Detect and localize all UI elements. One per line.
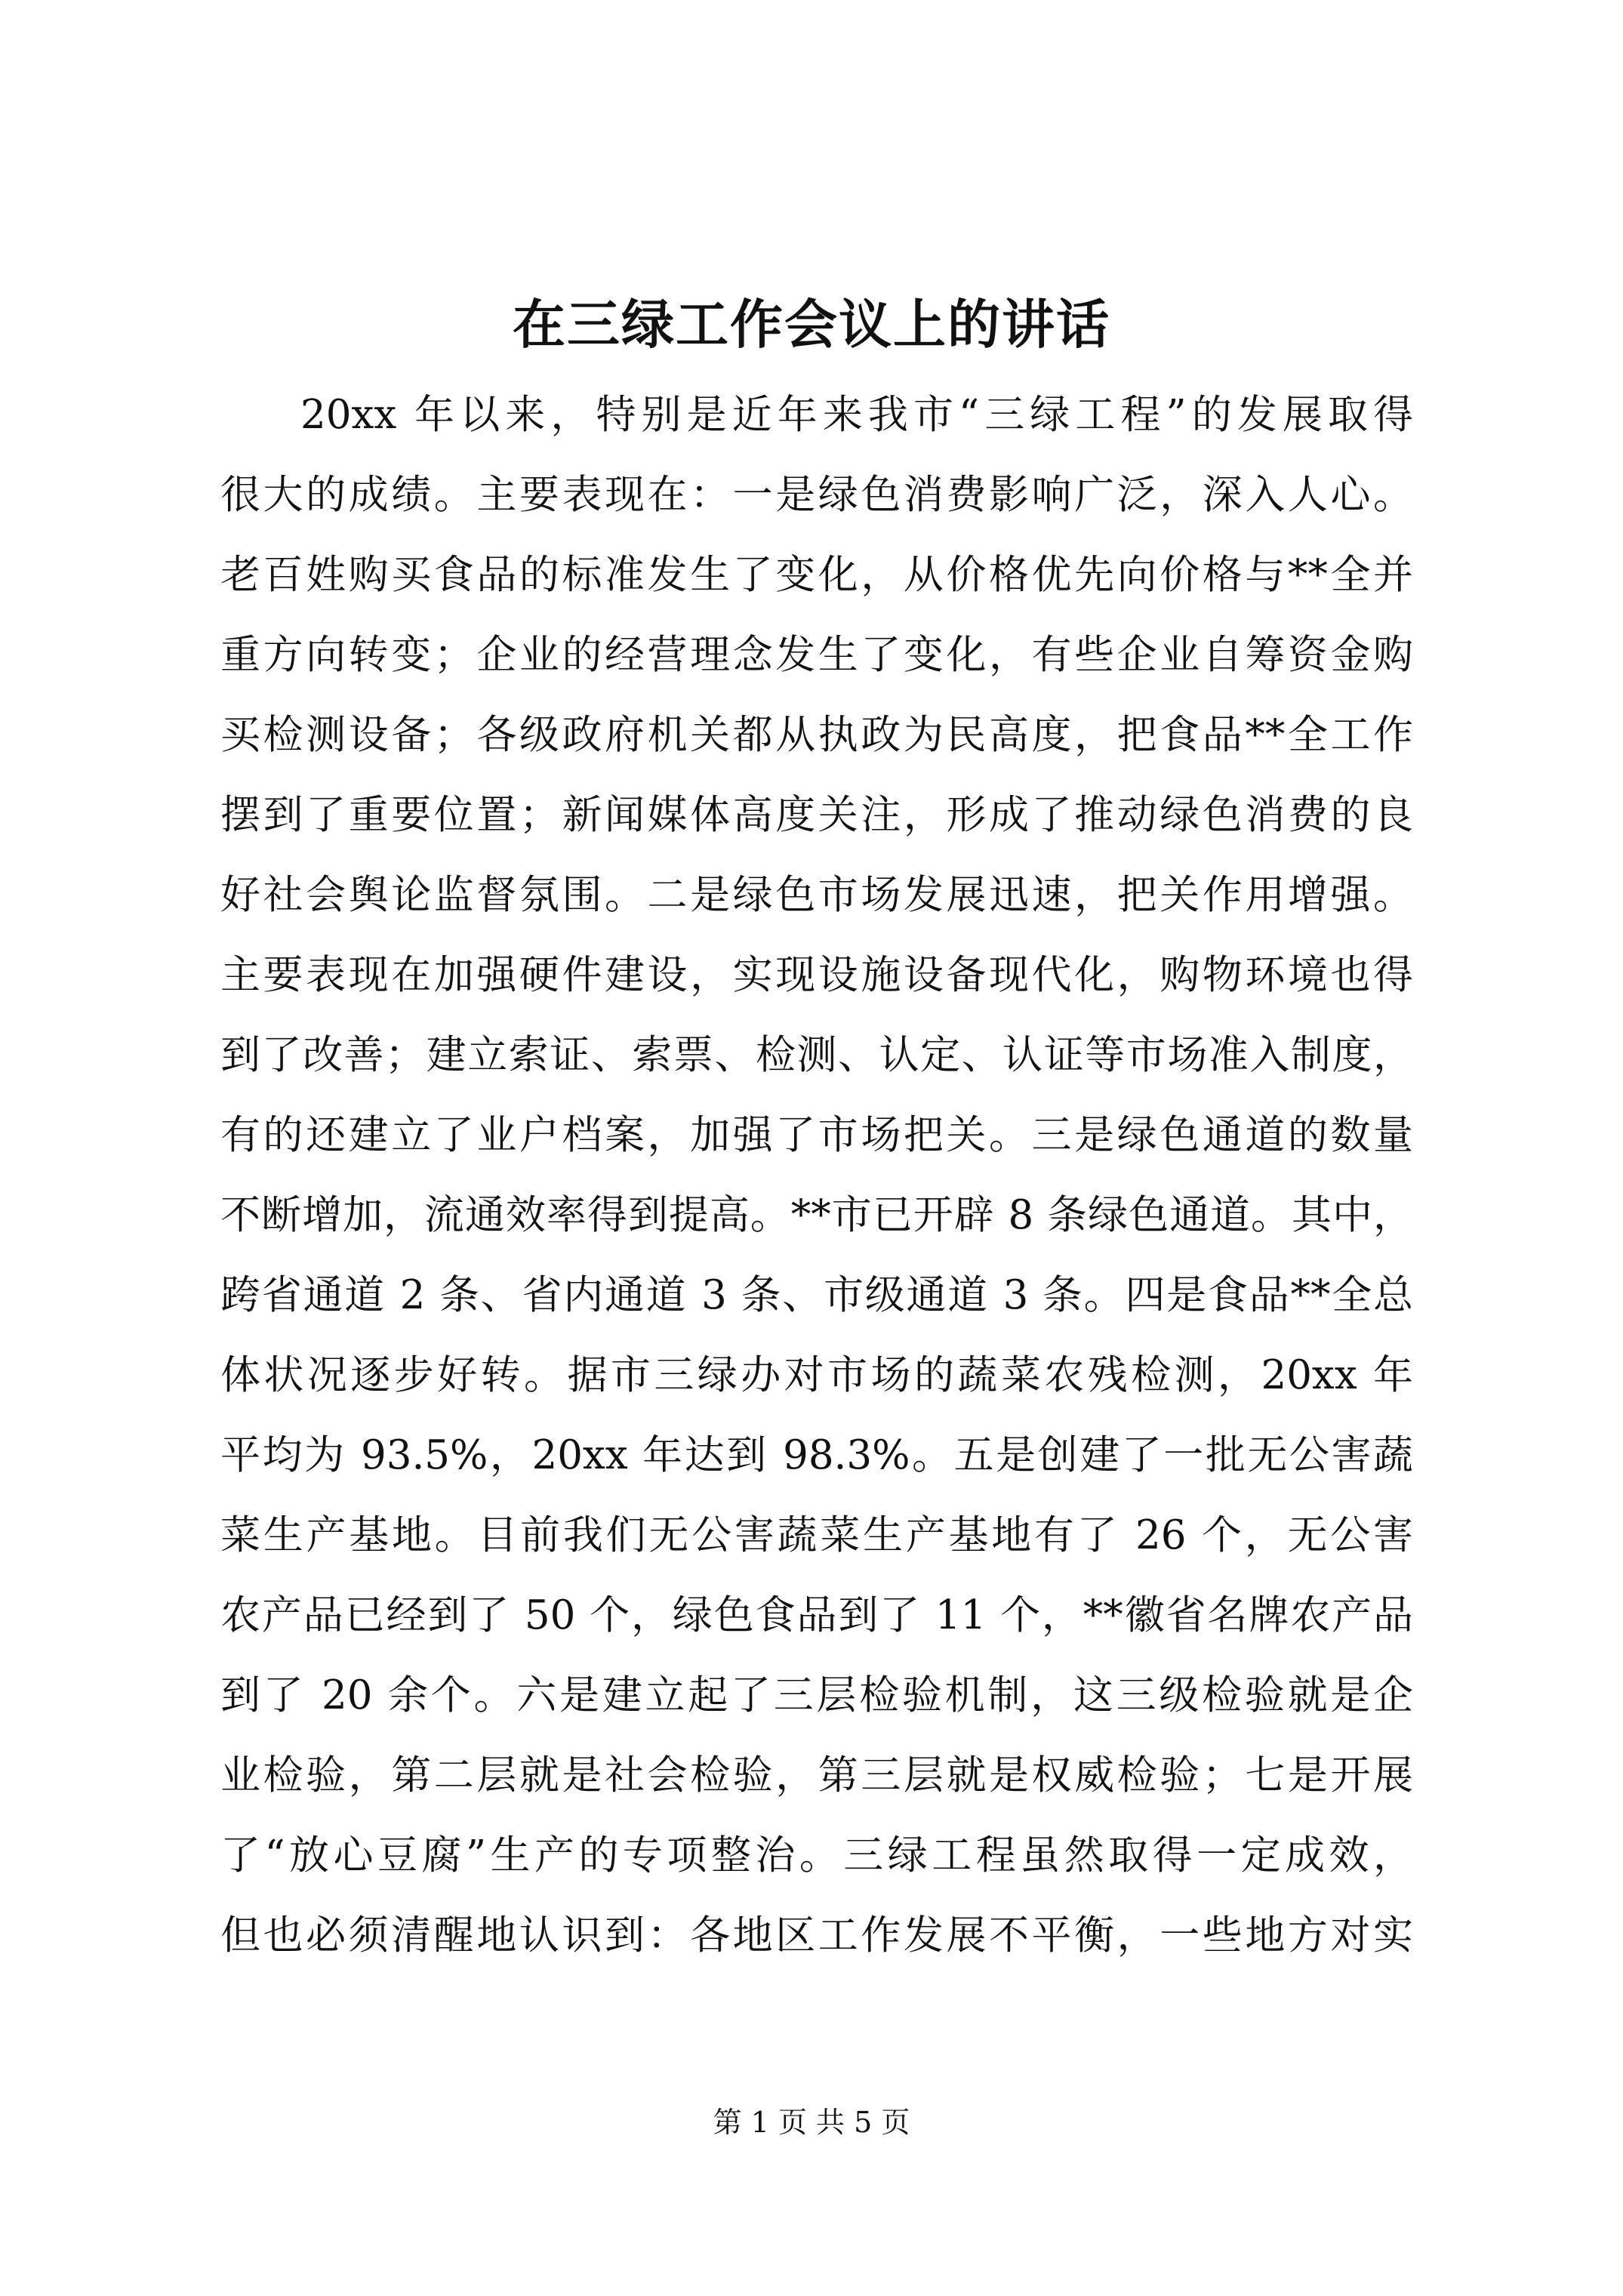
paragraph-line: 菜生产基地。目前我们无公害蔬菜生产基地有了 26 个，无公害 — [220, 1512, 1413, 1558]
paragraph-line: 买检测设备；各级政府机关都从执政为民高度，把食品**全工作 — [220, 712, 1413, 758]
paragraph-line: 不断增加，流通效率得到提高。**市已开辟 8 条绿色通道。其中， — [220, 1192, 1413, 1238]
paragraph-line: 很大的成绩。主要表现在：一是绿色消费影响广泛，深入人心。 — [220, 472, 1413, 518]
paragraph-line: 到了改善；建立索证、索票、检测、认定、认证等市场准入制度， — [220, 1032, 1413, 1078]
page-footer: 第 1 页 共 5 页 — [713, 2106, 910, 2139]
paragraph-line: 了“放心豆腐”生产的专项整治。三绿工程虽然取得一定成效， — [220, 1832, 1413, 1878]
paragraph-line: 体状况逐步好转。据市三绿办对市场的蔬菜农残检测，20xx 年 — [220, 1352, 1413, 1398]
document-title: 在三绿工作会议上的讲话 — [513, 293, 1110, 356]
paragraph-line: 摆到了重要位置；新闻媒体高度关注，形成了推动绿色消费的良 — [220, 792, 1413, 838]
paragraph-line: 好社会舆论监督氛围。二是绿色市场发展迅速，把关作用增强。 — [220, 872, 1413, 918]
paragraph-line: 重方向转变；企业的经营理念发生了变化，有些企业自筹资金购 — [220, 632, 1413, 678]
document-body — [220, 375, 1413, 1976]
paragraph-line: 老百姓购买食品的标准发生了变化，从价格优先向价格与**全并 — [220, 552, 1413, 598]
paragraph-line: 到了 20 余个。六是建立起了三层检验机制，这三级检验就是企 — [220, 1672, 1413, 1718]
paragraph-line: 20xx 年以来，特别是近年来我市“三绿工程”的发展取得 — [300, 392, 1413, 438]
paragraph-line: 农产品已经到了 50 个，绿色食品到了 11 个，**徽省名牌农产品 — [220, 1592, 1413, 1638]
paragraph-line: 主要表现在加强硬件建设，实现设施设备现代化，购物环境也得 — [220, 952, 1413, 998]
paragraph-line: 平均为 93.5%，20xx 年达到 98.3%。五是创建了一批无公害蔬 — [220, 1432, 1413, 1478]
paragraph-line: 但也必须清醒地认识到：各地区工作发展不平衡，一些地方对实 — [220, 1912, 1413, 1959]
paragraph-line: 有的还建立了业户档案，加强了市场把关。三是绿色通道的数量 — [220, 1112, 1413, 1158]
paragraph-line: 跨省通道 2 条、省内通道 3 条、市级通道 3 条。四是食品**全总 — [220, 1272, 1413, 1318]
paragraph-line: 业检验，第二层就是社会检验，第三层就是权威检验；七是开展 — [220, 1752, 1413, 1798]
